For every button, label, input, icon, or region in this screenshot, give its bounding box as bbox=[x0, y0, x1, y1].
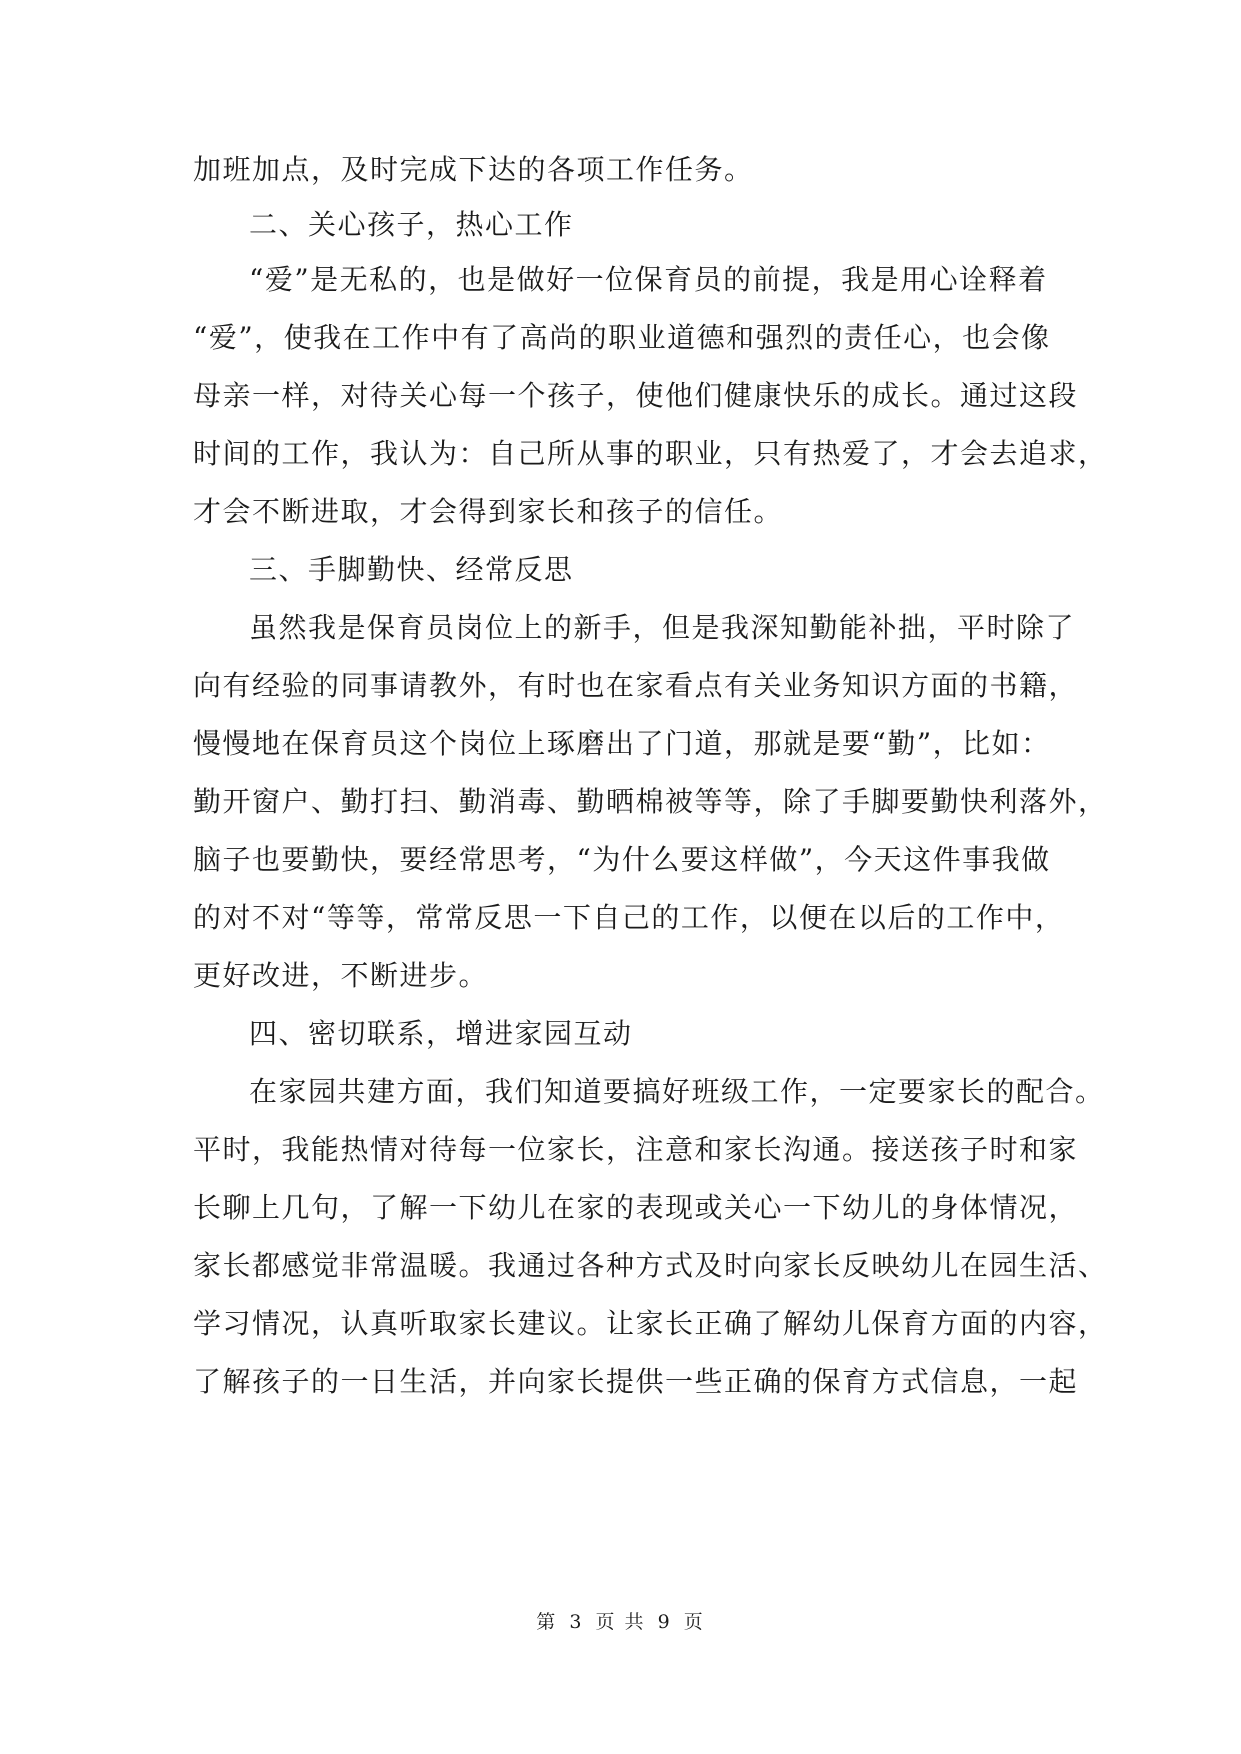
paragraph-line: 才会不断进取，才会得到家长和孩子的信任。 bbox=[193, 495, 784, 528]
paragraph-line: 学习情况，认真听取家长建议。让家长正确了解幼儿保育方面的内容， bbox=[193, 1307, 1108, 1340]
paragraph-line: 了解孩子的一日生活，并向家长提供一些正确的保育方式信息，一起 bbox=[193, 1365, 1079, 1398]
footer-middle: 页 共 bbox=[595, 1611, 646, 1633]
text-line-continuation: 加班加点，及时完成下达的各项工作任务。 bbox=[193, 153, 754, 186]
total-pages-number: 9 bbox=[657, 1611, 672, 1633]
paragraph-line: 的对不对“等等，常常反思一下自己的工作，以便在以后的工作中， bbox=[193, 901, 1065, 934]
paragraph-line: 向有经验的同事请教外，有时也在家看点有关业务知识方面的书籍， bbox=[193, 669, 1079, 702]
page-footer bbox=[0, 1610, 1241, 1634]
paragraph-line: 更好改进，不断进步。 bbox=[193, 959, 489, 992]
paragraph-line: 虽然我是保育员岗位上的新手，但是我深知勤能补拙，平时除了 bbox=[249, 611, 1076, 644]
paragraph-line: 家长都感觉非常温暖。我通过各种方式及时向家长反映幼儿在园生活、 bbox=[193, 1249, 1108, 1282]
footer-prefix: 第 bbox=[536, 1611, 558, 1633]
paragraph-line: 母亲一样，对待关心每一个孩子，使他们健康快乐的成长。通过这段 bbox=[193, 379, 1079, 412]
paragraph-line: “爱”，使我在工作中有了高尚的职业道德和强烈的责任心，也会像 bbox=[193, 321, 1051, 354]
paragraph-line: 长聊上几句，了解一下幼儿在家的表现或关心一下幼儿的身体情况， bbox=[193, 1191, 1079, 1224]
section-heading-2: 二、关心孩子，热心工作 bbox=[249, 208, 574, 241]
current-page-number: 3 bbox=[569, 1611, 584, 1633]
paragraph-line: 时间的工作，我认为：自己所从事的职业，只有热爱了，才会去追求， bbox=[193, 437, 1108, 470]
paragraph-line: 脑子也要勤快，要经常思考，“为什么要这样做”，今天这件事我做 bbox=[193, 843, 1051, 876]
paragraph-line: 慢慢地在保育员这个岗位上琢磨出了门道，那就是要“勤”，比如： bbox=[193, 727, 1051, 760]
paragraph-line: 勤开窗户、勤打扫、勤消毒、勤晒棉被等等，除了手脚要勤快利落外， bbox=[193, 785, 1108, 818]
section-heading-4: 四、密切联系，增进家园互动 bbox=[249, 1017, 633, 1050]
paragraph-line: “爱”是无私的，也是做好一位保育员的前提，我是用心诠释着 bbox=[249, 263, 1048, 296]
paragraph-line: 平时，我能热情对待每一位家长，注意和家长沟通。接送孩子时和家 bbox=[193, 1133, 1079, 1166]
footer-suffix: 页 bbox=[683, 1611, 705, 1633]
paragraph-line: 在家园共建方面，我们知道要搞好班级工作，一定要家长的配合。 bbox=[249, 1075, 1105, 1108]
section-heading-3: 三、手脚勤快、经常反思 bbox=[249, 553, 574, 586]
